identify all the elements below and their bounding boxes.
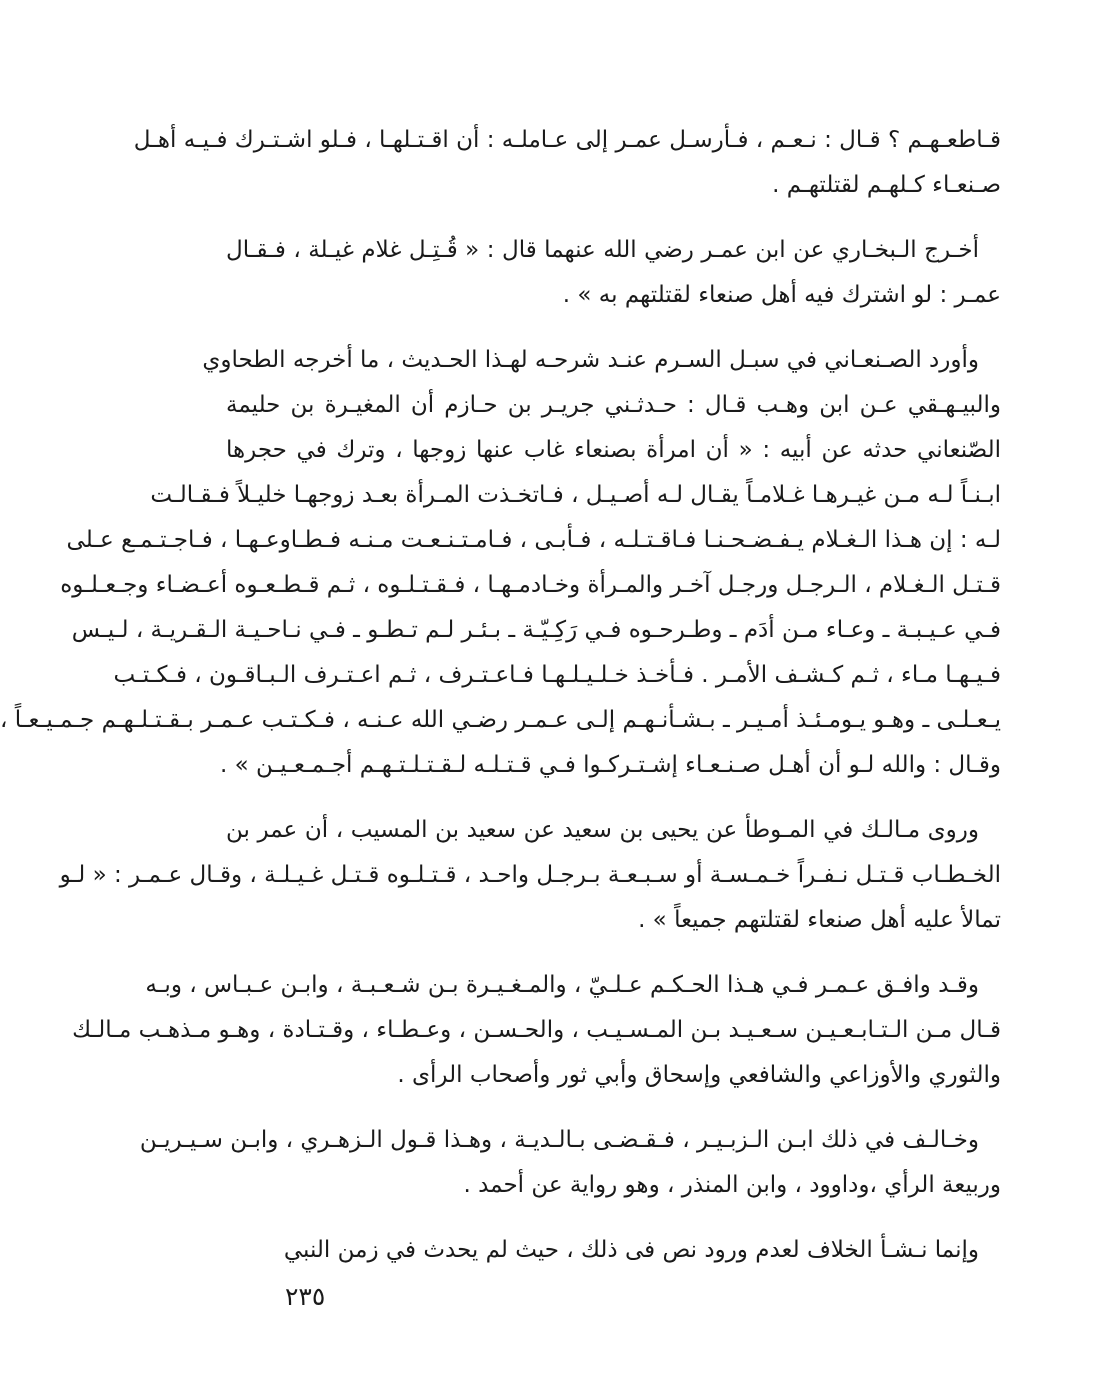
text-line: وخـالـف في ذلك ابـن الـزبـيـر ، فـقـضـى بـالـديـة ، وهـذا قـول الـزهـري ، وابـن سـيـريـن xyxy=(139,1127,979,1153)
text-line: فـي عـيـبـة ـ وعـاء مـن أدَم ـ وطـرحـوه فـي رَكِـيّـة ـ بـئـر لـم تـطـو ـ فـي نـاحـيـة الـقـريـة ، لـيـس xyxy=(71,617,1001,643)
paragraph xyxy=(133,118,1001,208)
text-line: قـال مـن الـتـابـعـيـن سـعـيـد بـن المـسـيـب ، والحـسـن ، وعـطـاء ، وقـتـادة ، وهـو مـذهـب مـالـك xyxy=(72,1017,1001,1043)
page-body xyxy=(0,118,1001,1293)
text-line: عمـر : لو اشترك فيه أهل صنعاء لقتلتهم به » . xyxy=(562,282,1001,308)
text-line: الخـطـاب قـتـل نـفـراً خـمـسـة أو سـبـعـة بـرجـل واحـد ، قـتـلـوه قـتـل غـيـلـة ، وقـال عـمـر : « لـو xyxy=(59,862,1001,888)
paragraphs-container xyxy=(0,118,1001,1273)
text-line: فـيـهـا مـاء ، ثـم كـشـف الأمـر . فـأخـذ خـلـيـلـهـا فـاعـتـرف ، ثـم اعـتـرف الـبـاقـون ، فـكـتـب xyxy=(113,662,1001,688)
text-line: الصّنعاني حدثه عن أبيه : « أن امرأة بصنعاء غاب عنها زوجها ، وترك في حجرها xyxy=(226,437,1001,463)
text-line: وإنما نـشـأ الخلاف لعدم ورود نص فى ذلك ، حيث لم يحدث في زمن النبي xyxy=(283,1237,979,1263)
text-line: ابـنـاً لـه مـن غيـرهـا غـلامـاً يقـال لـه أصـيـل ، فـاتخـذت المـرأة بعـد زوجهـا خليـلاً فـقـالـت xyxy=(150,482,1001,508)
text-line: لـه : إن هـذا الـغـلام يـفـضـحـنـا فـاقـتـلـه ، فـأبـى ، فـامـتـنـعـت مـنـه فـطـاوعـهـا ، فـاجـتـمـع عـلى xyxy=(66,527,1001,553)
paragraph xyxy=(59,808,1001,943)
text-line: وأورد الصـنعـاني في سبـل السـرم عنـد شرحـه لهـذا الحـديث ، ما أخرجه الطحاوي xyxy=(202,347,979,373)
text-line: وروى مـالـك في المـوطأ عن يحيى بن سعيد عن سعيد بن المسيب ، أن عمر بن xyxy=(226,817,979,843)
text-line: وربيعة الرأي ،وداوود ، وابن المنذر ، وهو رواية عن أحمد . xyxy=(463,1172,1001,1198)
text-line: قـتـل الـغـلام ، الـرجـل ورجـل آخـر والمـرأة وخـادمـهـا ، فـقـتـلـوه ، ثـم قـطـعـوه أعـضـاء وجـعـلـوه xyxy=(60,572,1001,598)
text-line: وقـد وافـق عـمـر فـي هـذا الحـكـم عـلـيّ ، والمـغـيـرة بـن شـعـبـة ، وابـن عـبـاس ، وبـه xyxy=(145,972,979,998)
paragraph xyxy=(0,338,1001,788)
text-line: يـعـلـى ـ وهـو يـومـئـذ أمـيـر ـ بـشـأنـهـم إلـى عـمـر رضـي الله عـنـه ، فـكـتـب عـمـر بـقـتـلـهـم جـمـيـعـاً ، xyxy=(0,707,1001,733)
text-line: أخـرج الـبخـاري عن ابن عمـر رضي الله عنهما قال : « قُـتِـل غلام غيـلة ، فـقـال xyxy=(226,237,979,263)
text-line: وقـال : والله لـو أن أهـل صـنـعـاء إشـتـركـوا فـي قـتـلـه لـقـتـلـتـهـم أجـمـعـيـن » . xyxy=(220,752,1001,778)
text-line: قـاطعـهـم ؟ قـال : نـعـم ، فـأرسـل عمـر إلى عـاملـه : أن اقـتـلهـا ، فـلو اشـتـرك فـيـه أهـل xyxy=(133,127,1001,153)
text-line: والبيـهـقي عـن ابن وهـب قـال : حـدثـني جريـر بن حـازم أن المغيـرة بن حليمة xyxy=(226,392,1001,418)
text-line: والثوري والأوزاعي والشافعي وإسحاق وأبي ثور وأصحاب الرأى . xyxy=(397,1062,1001,1088)
page-number: ٢٣٥ xyxy=(285,1282,326,1311)
paragraph xyxy=(139,1118,1001,1208)
paragraph xyxy=(226,1228,1001,1273)
text-line: تمالأ عليه أهل صنعاء لقتلتهم جميعاً » . xyxy=(638,907,1001,933)
paragraph xyxy=(226,228,1001,318)
paragraph xyxy=(72,963,1001,1098)
text-line: صـنعـاء كـلهـم لقتلتهـم . xyxy=(772,172,1001,198)
